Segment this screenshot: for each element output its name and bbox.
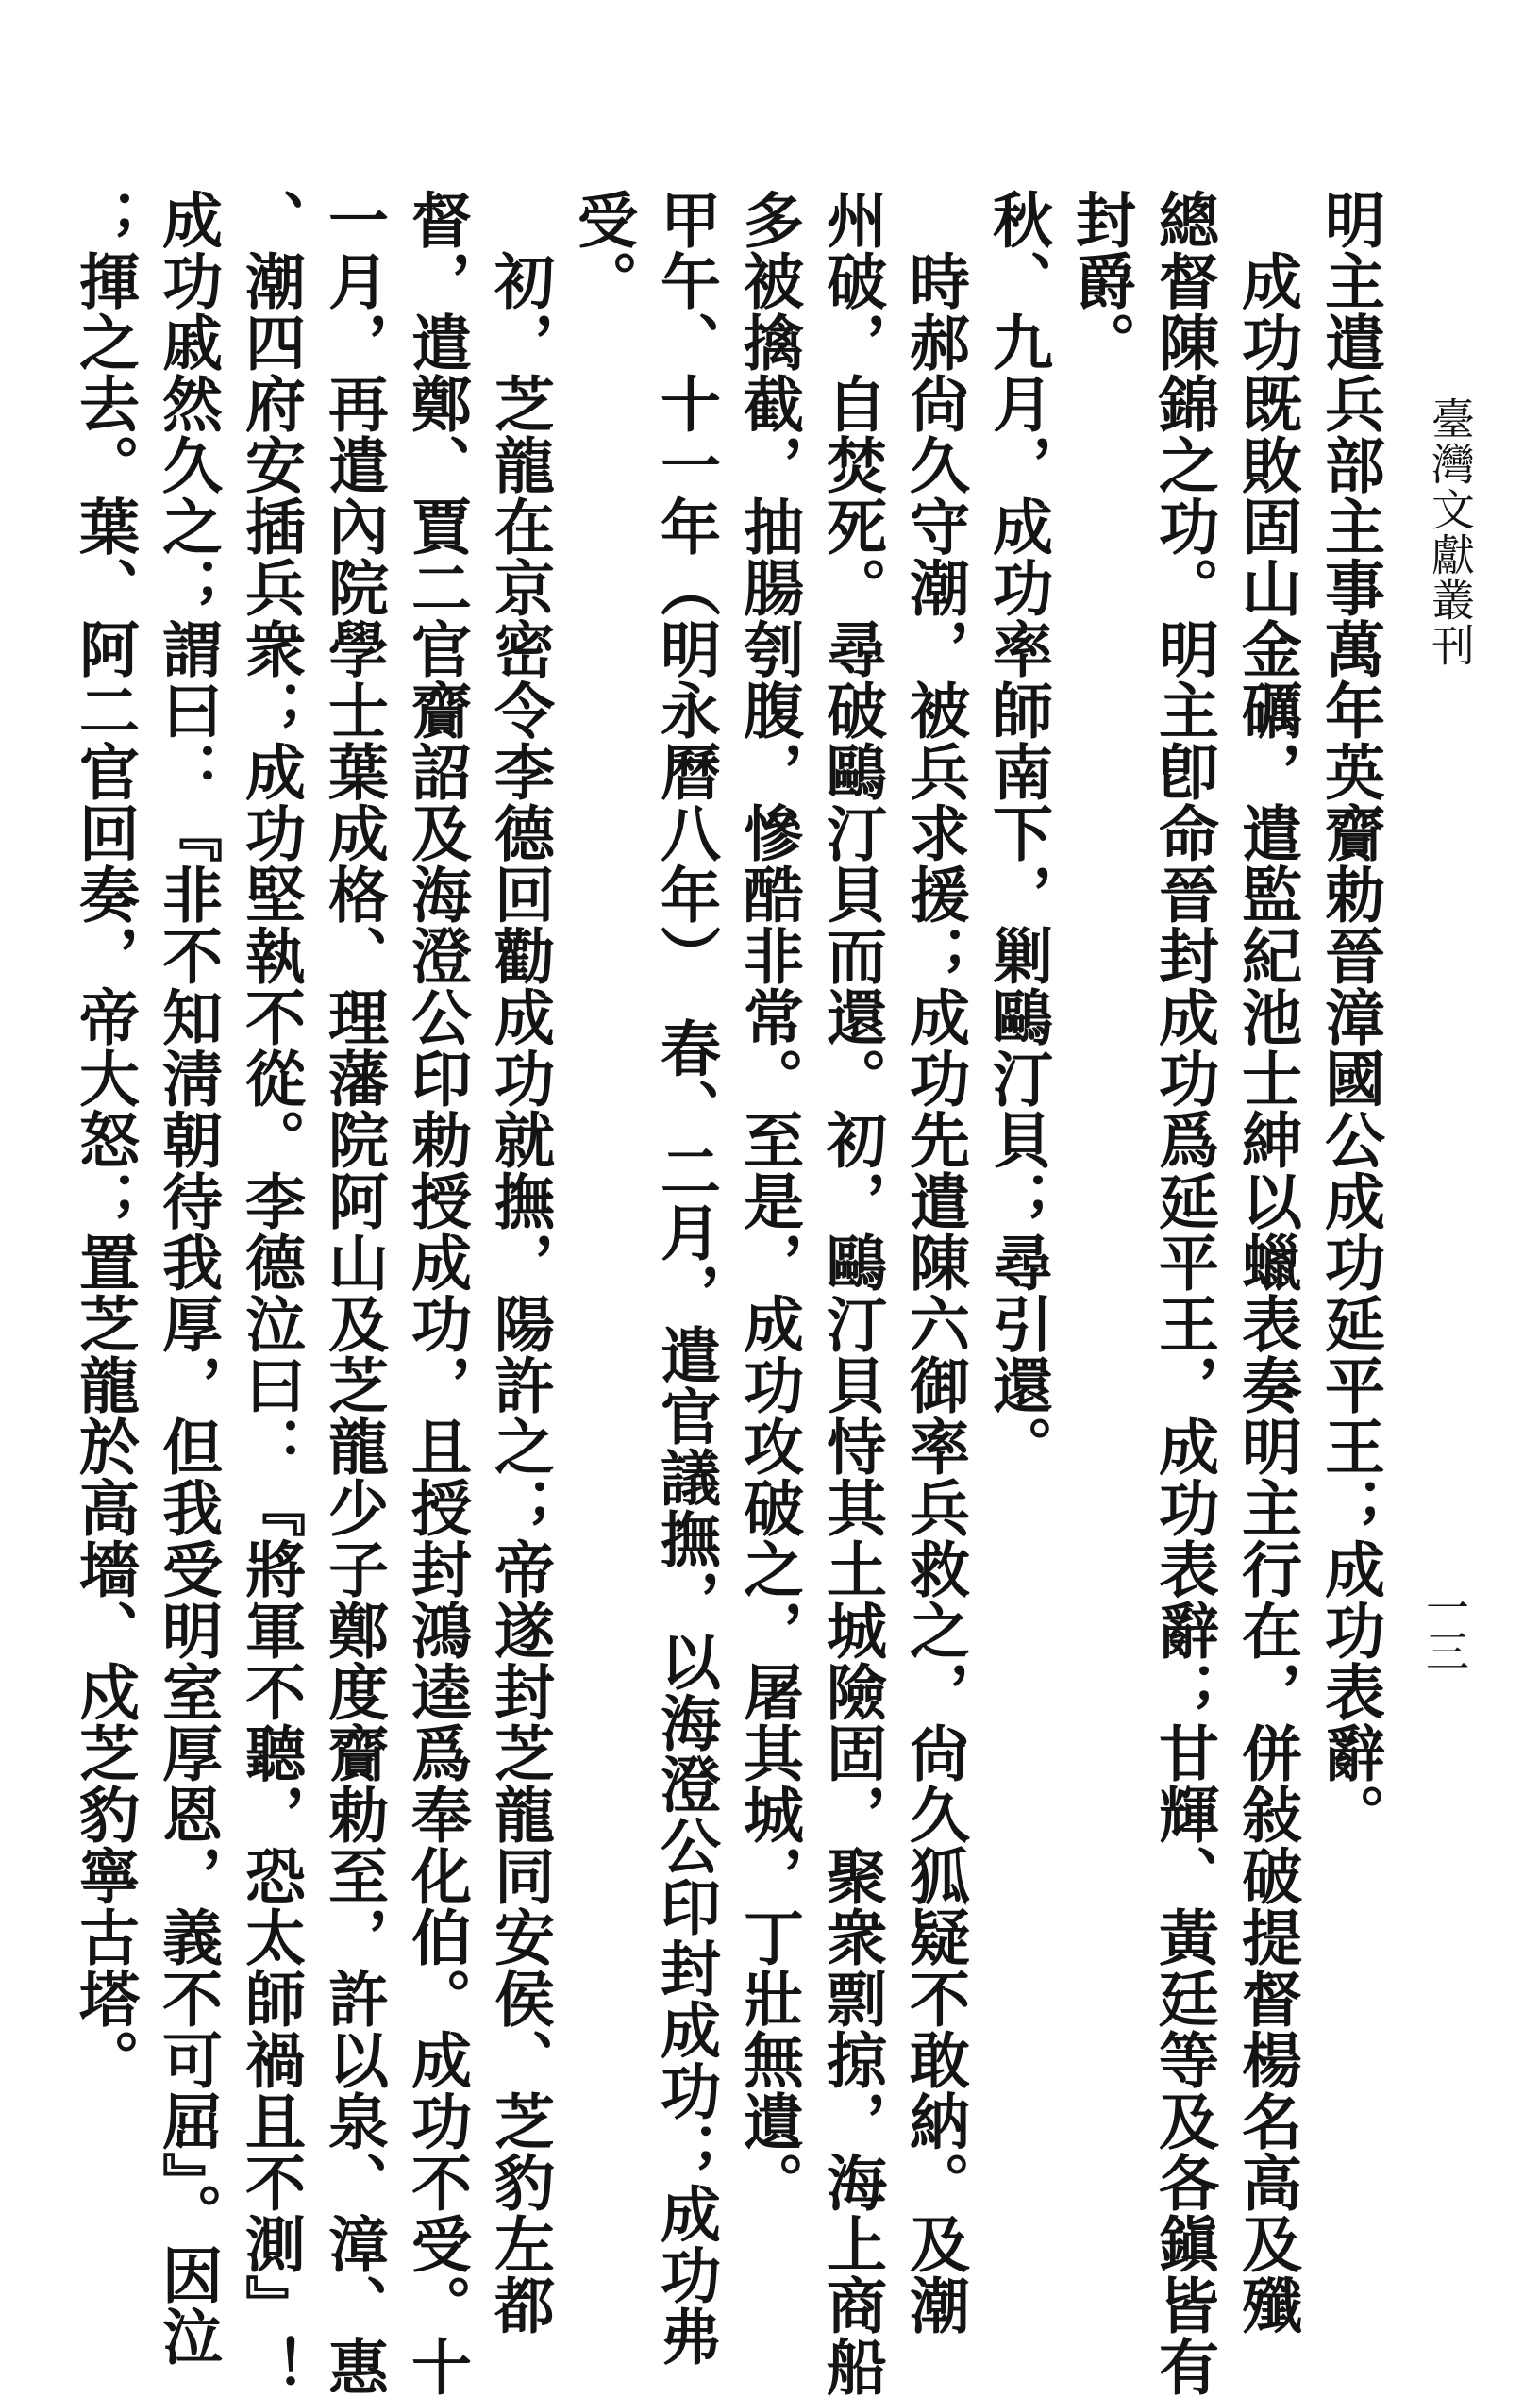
text-column: 封爵。 bbox=[1065, 189, 1136, 373]
text-column: 秋、九月，成功率師南下，剿鷗汀貝；尋引還。 bbox=[982, 189, 1053, 1477]
page-number: 一三 bbox=[1419, 1585, 1470, 1672]
vertical-text-body bbox=[23, 189, 1391, 2397]
text-column: 多被擒截，抽腸刳腹，慘酷非常。至是，成功攻破之，屠其城，丁壯無遺。 bbox=[733, 189, 804, 2213]
year-heading-column: 甲午、十一年（明永曆八年） 春、二月，遣官議撫，以海澄公印封成功；成功弗 bbox=[650, 189, 721, 2367]
text-column: 明主遣兵部主事萬年英齎勅晉漳國公成功延平王；成功表辭。 bbox=[1314, 189, 1385, 1845]
text-column: 督，遣鄭、賈二官齎詔及海澄公印勅授成功，且授封鴻逵爲奉化伯。成功不受。十 bbox=[401, 189, 472, 2397]
text-column: 州破，自焚死。尋破鷗汀貝而還。初，鷗汀貝恃其土城險固，聚衆剽掠，海上商船 bbox=[816, 189, 887, 2397]
text-column: ；揮之去。葉、阿二官回奏，帝大怒；置芝龍於高墻、戍芝豹寧古塔。 bbox=[69, 189, 140, 2090]
text-column: 成功既敗固山金礪，遣監紀池士紳以蠟表奏明主行在，併敍破提督楊名高及殲 bbox=[1231, 189, 1302, 2336]
series-title: 臺灣文獻叢刊 bbox=[1425, 396, 1476, 668]
text-column: 時郝尙久守潮，被兵求援；成功先遣陳六御率兵救之，尙久狐疑不敢納。及潮 bbox=[899, 189, 970, 2336]
text-column: 受。 bbox=[567, 189, 638, 311]
text-column: 、潮四府安插兵衆；成功堅執不從。李德泣曰：『將軍不聽，恐太師禍且不測』！ bbox=[235, 189, 306, 2397]
text-column: 總督陳錦之功。明主卽命晉封成功爲延平王，成功表辭；甘輝、黃廷等及各鎭皆有 bbox=[1148, 189, 1219, 2397]
text-column: 成功戚然久之；謂曰：『非不知淸朝待我厚，但我受明室厚恩，義不可屈』。因泣 bbox=[152, 189, 223, 2367]
text-column: 一月，再遣內院學士葉成格、理藩院阿山及芝龍少子鄭度齎勅至，許以泉、漳、惠 bbox=[318, 189, 389, 2397]
text-column: 初，芝龍在京密令李德回勸成功就撫，陽許之；帝遂封芝龍同安侯、芝豹左都 bbox=[484, 189, 555, 2336]
